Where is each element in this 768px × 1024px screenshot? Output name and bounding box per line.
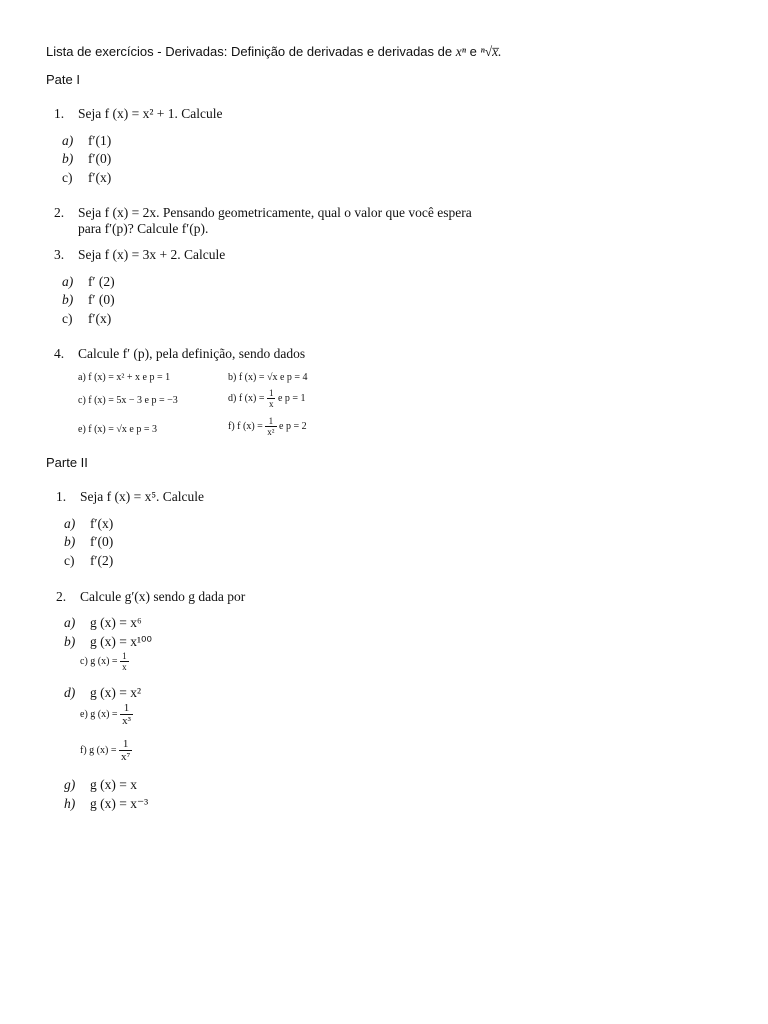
p1-q4-d: d) f (x) = $\frac{1}{x}$ e p = 1 — [228, 388, 306, 409]
p1-q4-c: c) f (x) = 5x − 3 e p = −3 — [78, 395, 178, 406]
p1-q3-b-label: b) — [62, 292, 74, 307]
part2-heading: Parte II — [46, 455, 88, 470]
p1-q1-a-label: a) — [62, 133, 74, 148]
p1-q3-prompt: Seja f (x) = 3x + 2. Calcule — [78, 247, 226, 262]
p1-q4-e: e) f (x) = √x e p = 3 — [78, 424, 157, 435]
p2-q1-b-label: b) — [64, 534, 76, 549]
p1-q3-a-label: a) — [62, 274, 74, 289]
p1-q3-number: 3. — [54, 247, 65, 262]
title-xn: xⁿ — [455, 44, 466, 59]
p1-q4-a: a) f (x) = x² + x e p = 1 — [78, 372, 171, 383]
title-root: ⁿ√x̅. — [480, 44, 502, 59]
p1-q4-b: b) f (x) = √x e p = 4 — [228, 372, 308, 383]
p2-q2-h-label: h) — [64, 796, 76, 811]
p1-q4-prompt: Calcule f′ (p), pela definição, sendo dados — [78, 346, 306, 361]
p2-q1-c-expr: f′(2) — [90, 553, 114, 568]
p1-q1-a-expr: f′(1) — [88, 133, 112, 148]
p1-q2-line2: para f′(p)? Calcule f′(p). — [78, 221, 209, 236]
p2-q2-g-label: g) — [64, 777, 76, 792]
p1-q1-prompt: Seja f (x) = x² + 1. Calcule — [78, 106, 223, 121]
p2-q2-h-expr: g (x) = x⁻³ — [90, 796, 149, 811]
p2-q2-c: c) g (x) = $\frac{1}{x}$ — [80, 651, 127, 672]
p2-q2-d-expr: g (x) = x² — [90, 685, 142, 700]
p2-q2-d-label: d) — [64, 685, 76, 700]
p2-q1-b-expr: f′(0) — [90, 534, 114, 549]
document-title — [46, 44, 502, 60]
p1-q1-b-label: b) — [62, 151, 74, 166]
p1-q1-b-expr: f′(0) — [88, 151, 112, 166]
p2-q2-g-expr: g (x) = x — [90, 777, 137, 792]
p2-q2-b-label: b) — [64, 634, 76, 649]
p2-q1-a-label: a) — [64, 516, 76, 531]
p1-q3-c-label: c) — [62, 311, 73, 326]
p2-q2-b-expr: g (x) = x¹⁰⁰ — [90, 634, 152, 649]
p2-q1-c-label: c) — [64, 553, 75, 568]
p2-q1-prompt: Seja f (x) = x⁵. Calcule — [80, 489, 205, 504]
p2-q2-a-expr: g (x) = x⁶ — [90, 615, 142, 630]
p1-q2-line1: Seja f (x) = 2x. Pensando geometricamente, qual o valor que você espera — [78, 205, 472, 220]
p1-q4-f: f) f (x) = $\frac{1}{\text{x²}}$ e p = 2 — [228, 416, 307, 437]
p1-q4-number: 4. — [54, 346, 65, 361]
p2-q2-prompt: Calcule g′(x) sendo g dada por — [80, 589, 246, 604]
p2-q1-a-expr: f′(x) — [90, 516, 114, 531]
p1-q3-b-expr: f′ (0) — [88, 292, 115, 307]
p2-q2-a-label: a) — [64, 615, 76, 630]
p1-q2-number: 2. — [54, 205, 65, 220]
title-text: Lista de exercícios - Derivadas: Definição de derivadas e derivadas de — [46, 44, 453, 59]
p1-q3-c-expr: f′(x) — [88, 311, 112, 326]
part1-heading: Pate I — [46, 72, 80, 87]
p2-q2-e: e) g (x) = $\frac{1}{\text{x³}}$ — [80, 702, 131, 727]
p1-q1-c-label: c) — [62, 170, 73, 185]
p2-q1-number: 1. — [56, 489, 67, 504]
p2-q2-number: 2. — [56, 589, 67, 604]
p1-q1-number: 1. — [54, 106, 65, 121]
p1-q1-c-expr: f′(x) — [88, 170, 112, 185]
p2-q2-f: f) g (x) = $\frac{1}{\text{x⁷}}$ — [80, 738, 131, 763]
p1-q3-a-expr: f′ (2) — [88, 274, 115, 289]
title-and: e — [469, 44, 477, 59]
